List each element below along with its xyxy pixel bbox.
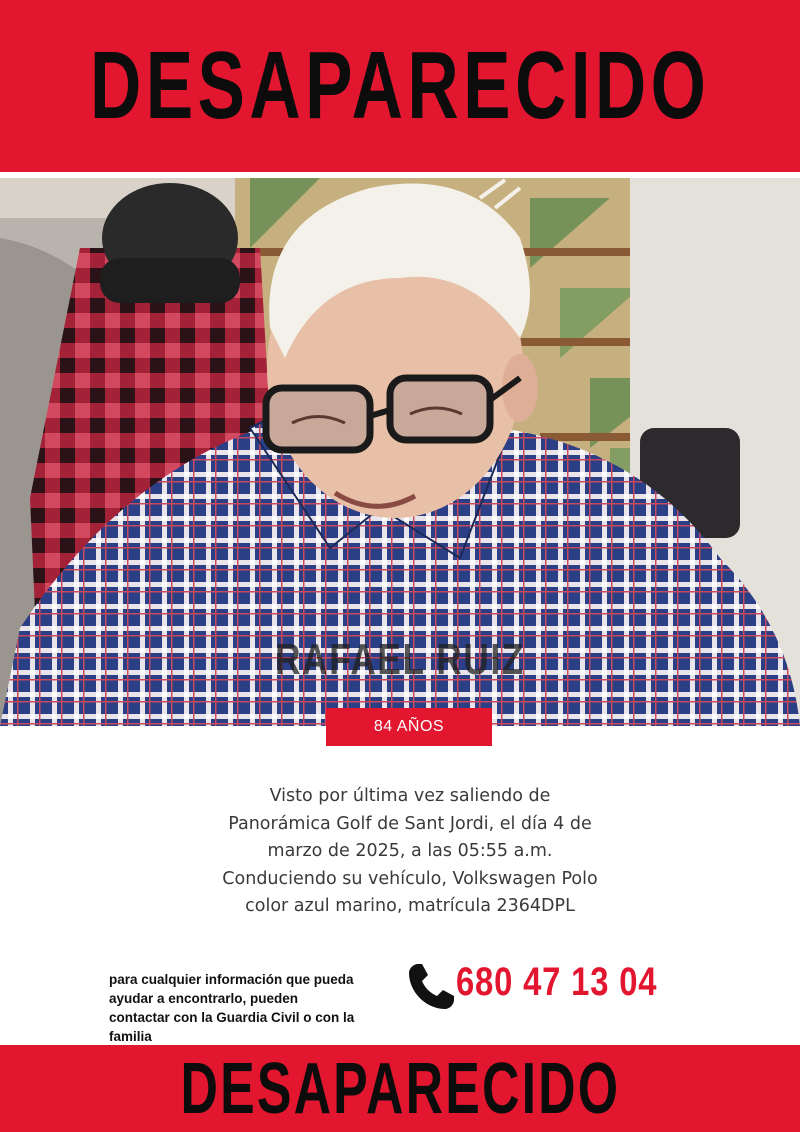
contact-phone-number[interactable]: 680 47 13 04 [456, 960, 658, 1004]
age-badge: 84 AÑOS [326, 708, 492, 746]
contact-note-line: para cualquier información que pueda [109, 972, 354, 987]
details-line: Conduciendo su vehículo, Volkswagen Polo [222, 868, 598, 889]
top-banner [0, 0, 800, 172]
contact-note-line: ayudar a encontrarlo, pueden [109, 991, 299, 1006]
footer-title: DESAPARECIDO [180, 1048, 620, 1129]
last-seen-details [150, 783, 670, 921]
person-name: RAFAEL RUIZ [275, 635, 525, 684]
details-line: marzo de 2025, a las 05:55 a.m. [267, 841, 553, 861]
contact-note-line: contactar con la Guardia Civil o con la [109, 1010, 355, 1025]
details-line: Visto por última vez saliendo de [269, 786, 551, 806]
details-line: color azul marino, matrícula 2364DPL [245, 896, 575, 916]
details-line: Panorámica Golf de Sant Jordi, el día 4 de [228, 813, 592, 834]
contact-note-line: familia [109, 1029, 152, 1044]
poster-title: DESAPARECIDO [89, 32, 711, 139]
contact-note [109, 970, 399, 1046]
bottom-banner [0, 1045, 800, 1132]
phone-icon [406, 962, 456, 1012]
